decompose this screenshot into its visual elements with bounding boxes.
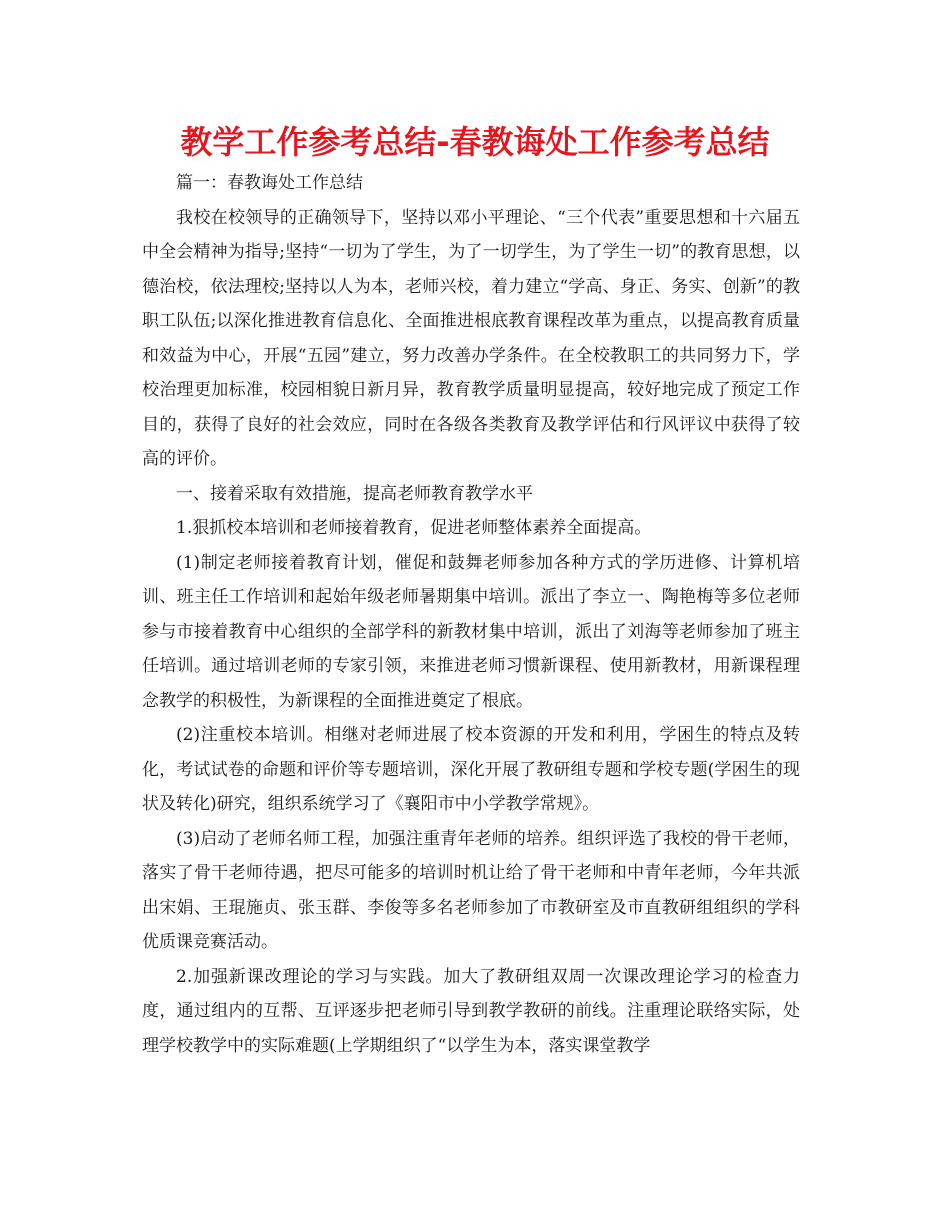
item-2-paragraph: 2.加强新课改理论的学习与实践。加大了教研组双周一次课改理论学习的检查力度，通过组内的互帮、互评逐步把老师引导到教学教研的前线。注重理论联络实际，处理学校教学中的实际难题(上学期组织了“以学生为本，落实课堂教学 — [142, 966, 800, 1056]
item-1-sub-2: (2)注重校本培训。相继对老师进展了校本资源的开发和利用，学困生的特点及转化，考试试卷的命题和评价等专题培训，深化开展了教研组专题和学校专题(学困生的现状及转化)研究，组织系统学习了《襄阳市中小学教学常规》。 — [142, 725, 800, 814]
section-heading-one: 一、接着采取有效措施，提高老师教育教学水平 — [176, 483, 533, 504]
document-body — [142, 166, 800, 1063]
section-heading-part-one: 篇一：春教诲处工作总结 — [176, 173, 363, 193]
item-1-sub-1: (1)制定老师接着教育计划，催促和鼓舞老师参加各种方式的学历进修、计算机培训、班主任工作培训和起始年级老师暑期集中培训。派出了李立一、陶艳梅等多位老师参与市接着教育中心组织的全部学科的新教材集中培训，派出了刘海等老师参加了班主任培训。通过培训老师的专家引领，来推进老师习惯新课程、使用新教材，用新课程理念教学的积极性，为新课程的全面推进奠定了根底。 — [142, 552, 800, 711]
intro-paragraph: 我校在校领导的正确领导下，坚持以邓小平理论、“三个代表”重要思想和十六届五中全会精神为指导;坚持“一切为了学生，为了一切学生，为了学生一切”的教育思想，以德治校，依法理校;坚持以人为本，老师兴校，着力建立“学高、身正、务实、创新”的教职工队伍;以深化推进教育信息化、全面推进根底教育课程改革为重点，以提高教育质量和效益为中心，开展“五园”建立，努力改善办学条件。在全校教职工的共同努力下，学校治理更加标准，校园相貌日新月异，教育教学质量明显提高，较好地完成了预定工作目的，获得了良好的社会效应，同时在各级各类教育及教学评估和行风评议中获得了较高的评价。 — [142, 207, 800, 469]
item-1-sub-3: (3)启动了老师名师工程，加强注重青年老师的培养。组织评选了我校的骨干老师，落实了骨干老师待遇，把尽可能多的培训时机让给了骨干老师和中青年老师，今年共派出宋娟、王琨施贞、张玉群、李俊等多名老师参加了市教研室及市直教研组组织的学科优质课竞赛活动。 — [142, 828, 800, 952]
document-title: 教学工作参考总结-春教诲处工作参考总结 — [180, 123, 770, 161]
item-1-heading: 1.狠抓校本培训和老师接着教育，促进老师整体素养全面提高。 — [176, 518, 652, 538]
